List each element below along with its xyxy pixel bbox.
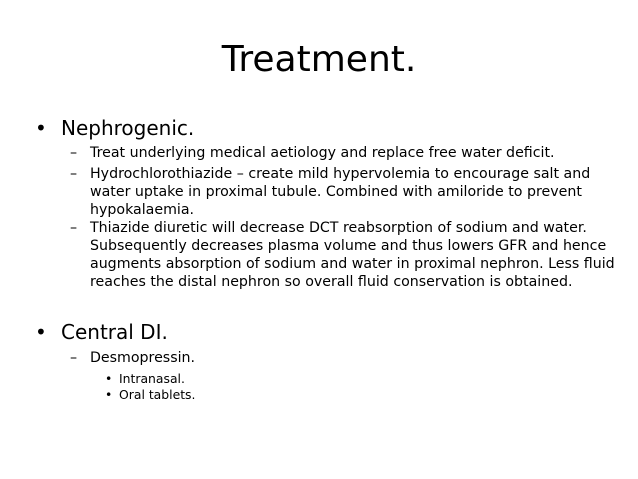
dash-marker: – <box>70 145 78 161</box>
sub-bullet <box>70 349 615 367</box>
dash-marker: – <box>70 220 78 236</box>
section-heading: Central DI. <box>61 320 168 344</box>
bullet-central-di <box>35 320 168 344</box>
bullet-marker: • <box>35 116 47 140</box>
sub-sub-bullet-text: Intranasal. <box>119 371 185 386</box>
bullet-marker: • <box>35 320 47 344</box>
sub-bullet <box>70 144 615 162</box>
sub-bullet <box>70 219 615 291</box>
sub-bullet-text: Hydrochlorothiazide – create mild hypervolemia to encourage salt and water uptake in proximal tubule. Combined with amiloride to prevent hypokalaemia. <box>90 166 591 218</box>
section-heading: Nephrogenic. <box>61 116 195 140</box>
slide-title: Treatment. <box>221 39 417 80</box>
sub-sub-bullet <box>105 387 195 403</box>
sub-bullet-text: Thiazide diuretic will decrease DCT reabsorption of sodium and water. Subsequently decreases plasma volume and thus lowers GFR and hence augments absorption of sodium and water in proximal nephron. Less fluid reaches the distal nephron so overall fluid conservation is obtained. <box>90 220 615 290</box>
dash-marker: – <box>70 350 78 366</box>
sub-bullet-text: Treat underlying medical aetiology and replace free water deficit. <box>90 145 555 161</box>
bullet-marker: • <box>105 387 113 402</box>
sub-bullet <box>70 165 615 219</box>
dash-marker: – <box>70 166 78 182</box>
sub-sub-bullet <box>105 371 185 387</box>
sub-bullet-text: Desmopressin. <box>90 350 196 366</box>
bullet-nephrogenic <box>35 116 194 140</box>
sub-sub-bullet-text: Oral tablets. <box>119 387 196 402</box>
bullet-marker: • <box>105 371 113 386</box>
